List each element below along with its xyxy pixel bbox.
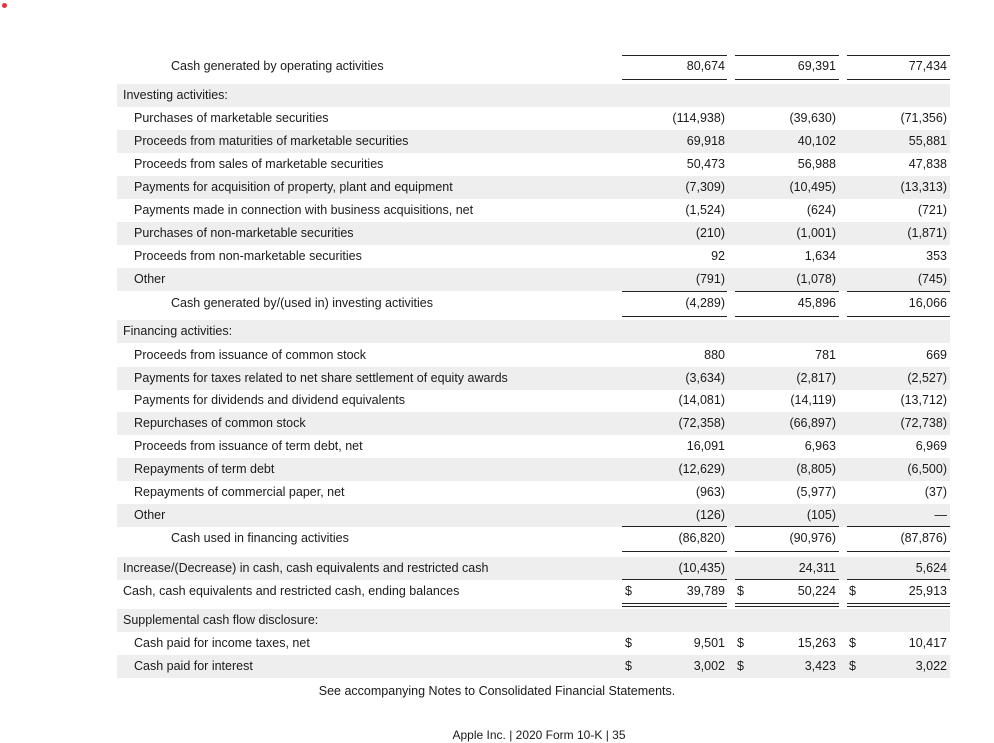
- rule-line: [622, 579, 727, 580]
- rule-line: [847, 316, 950, 317]
- value-cell-col2: (1,001): [796, 226, 836, 240]
- table-row: [117, 268, 950, 291]
- value-cell-col3: (2,527): [907, 371, 947, 385]
- table-row: [117, 222, 950, 245]
- value-cell-col2: (10,495): [789, 180, 836, 194]
- value-cell-col2: 69,391: [797, 59, 836, 73]
- value-cell-col3: 16,066: [908, 296, 947, 310]
- dollar-sign: $: [625, 659, 632, 673]
- value-cell-col2: 15,263: [797, 636, 836, 650]
- value-cell-col1: (114,938): [672, 111, 725, 125]
- row-label-repayments-of-term-debt: Repayments of term debt: [134, 462, 275, 476]
- rule-line: [735, 291, 839, 292]
- value-cell-col2: (624): [806, 203, 836, 217]
- value-cell-col3: (87,876): [900, 531, 947, 545]
- table-row: [117, 609, 950, 632]
- value-cell-col3: (37): [924, 485, 947, 499]
- row-label-investing-activities: Investing activities:: [123, 88, 228, 102]
- row-label-increase-decrease-in-cash-cash-equivalents-and-restricted-cash: Increase/(Decrease) in cash, cash equivalents and restricted cash: [123, 561, 489, 575]
- table-row: [117, 199, 950, 222]
- rule-line: [735, 603, 839, 604]
- value-cell-col3: (745): [917, 272, 947, 286]
- rule-line: [735, 551, 839, 552]
- row-label-cash-cash-equivalents-and-restricted-cash-ending-balances: Cash, cash equivalents and restricted cash, ending balances: [123, 584, 460, 598]
- value-cell-col3: (13,313): [900, 180, 947, 194]
- value-cell-col1: 16,091: [686, 439, 725, 453]
- rule-line: [847, 526, 950, 527]
- value-cell-col2: 45,896: [797, 296, 836, 310]
- value-cell-col1: (126): [695, 508, 725, 522]
- rule-line: [622, 603, 727, 604]
- rule-line: [847, 55, 950, 56]
- value-cell-col3: (72,738): [900, 416, 947, 430]
- table-row: [117, 655, 950, 678]
- dollar-sign: $: [625, 636, 632, 650]
- rule-line: [622, 79, 727, 80]
- row-label-purchases-of-non-marketable-securities: Purchases of non-marketable securities: [134, 226, 354, 240]
- dollar-sign: $: [849, 636, 856, 650]
- row-label-proceeds-from-issuance-of-common-stock: Proceeds from issuance of common stock: [134, 348, 367, 362]
- row-label-payments-for-taxes-related-to-net-share-settlement-of-equity-awards: Payments for taxes related to net share settlement of equity awards: [134, 371, 508, 385]
- value-cell-col2: 781: [815, 348, 836, 362]
- rule-line: [847, 606, 950, 607]
- dollar-sign: $: [737, 659, 744, 673]
- table-row: [117, 130, 950, 153]
- value-cell-col3: 3,022: [915, 659, 947, 673]
- rule-line: [622, 55, 727, 56]
- row-label-financing-activities: Financing activities:: [123, 324, 233, 338]
- table-row: [117, 55, 950, 78]
- value-cell-col3: 10,417: [908, 636, 947, 650]
- value-cell-col1: (210): [695, 226, 725, 240]
- rule-line: [847, 579, 950, 580]
- value-cell-col2: (8,805): [796, 462, 836, 476]
- value-cell-col2: (1,078): [796, 272, 836, 286]
- value-cell-col1: (86,820): [678, 531, 725, 545]
- value-cell-col3: (721): [917, 203, 947, 217]
- row-label-payments-for-acquisition-of-property-plant-and-equipment: Payments for acquisition of property, plant and equipment: [134, 180, 453, 194]
- table-row: [117, 580, 950, 603]
- page-footer: Apple Inc. | 2020 Form 10-K | 35: [452, 728, 626, 742]
- value-cell-col3: 5,624: [915, 561, 947, 575]
- table-row: [117, 435, 950, 458]
- value-cell-col1: (1,524): [685, 203, 725, 217]
- value-cell-col3: (71,356): [900, 111, 947, 125]
- value-cell-col3: (13,712): [900, 393, 947, 407]
- table-row: [117, 107, 950, 130]
- row-label-proceeds-from-issuance-of-term-debt-net: Proceeds from issuance of term debt, net: [134, 439, 363, 453]
- red-marker-dot: [2, 3, 7, 8]
- value-cell-col2: (14,119): [790, 393, 836, 407]
- value-cell-col1: 69,918: [686, 134, 725, 148]
- row-label-payments-for-dividends-and-dividend-equivalents: Payments for dividends and dividend equivalents: [134, 393, 406, 407]
- table-row: [117, 458, 950, 481]
- value-cell-col2: 6,963: [804, 439, 836, 453]
- value-cell-col2: 24,311: [798, 561, 836, 575]
- value-cell-col3: 47,838: [908, 157, 947, 171]
- value-cell-col1: 39,789: [686, 584, 725, 598]
- value-cell-col3: (1,871): [907, 226, 947, 240]
- value-cell-col1: (10,435): [678, 561, 725, 575]
- value-cell-col3: 669: [926, 348, 947, 362]
- value-cell-col1: (7,309): [685, 180, 725, 194]
- row-label-repayments-of-commercial-paper-net: Repayments of commercial paper, net: [134, 485, 345, 499]
- row-label-other: Other: [134, 272, 166, 286]
- row-label-cash-paid-for-interest: Cash paid for interest: [134, 659, 253, 673]
- rule-line: [622, 291, 727, 292]
- row-label-payments-made-in-connection-with-business-acquisitions-net: Payments made in connection with business acquisitions, net: [134, 203, 474, 217]
- row-label-supplemental-cash-flow-disclosure: Supplemental cash flow disclosure:: [123, 613, 319, 627]
- value-cell-col2: (90,976): [789, 531, 836, 545]
- value-cell-col3: 77,434: [908, 59, 947, 73]
- value-cell-col2: (66,897): [789, 416, 836, 430]
- value-cell-col1: (14,081): [678, 393, 725, 407]
- value-cell-col3: 353: [926, 249, 947, 263]
- value-cell-col3: 6,969: [915, 439, 947, 453]
- table-row: [117, 412, 950, 435]
- value-cell-col2: 3,423: [804, 659, 836, 673]
- row-label-cash-used-in-financing-activities: Cash used in financing activities: [171, 531, 349, 545]
- value-cell-col1: (3,634): [685, 371, 725, 385]
- value-cell-col2: (5,977): [796, 485, 836, 499]
- value-cell-col2: (39,630): [789, 111, 836, 125]
- rule-line: [622, 606, 727, 607]
- table-row: [117, 367, 950, 390]
- value-cell-col1: (791): [695, 272, 725, 286]
- dollar-sign: $: [737, 636, 744, 650]
- table-row: [117, 557, 950, 580]
- value-cell-col3: 55,881: [908, 134, 947, 148]
- value-cell-col1: (72,358): [678, 416, 725, 430]
- row-label-cash-paid-for-income-taxes-net: Cash paid for income taxes, net: [134, 636, 310, 650]
- row-label-proceeds-from-sales-of-marketable-securities: Proceeds from sales of marketable securities: [134, 157, 384, 171]
- table-row: [117, 527, 950, 550]
- rule-line: [735, 579, 839, 580]
- rule-line: [622, 551, 727, 552]
- rule-line: [735, 606, 839, 607]
- table-row: [117, 292, 950, 315]
- table-row: [117, 84, 950, 107]
- rule-line: [735, 316, 839, 317]
- dollar-sign: $: [737, 584, 744, 598]
- row-label-cash-generated-by-operating-activities: Cash generated by operating activities: [171, 59, 384, 73]
- value-cell-col3: (6,500): [907, 462, 947, 476]
- value-cell-col1: 50,473: [686, 157, 725, 171]
- rule-line: [847, 551, 950, 552]
- value-cell-col2: 56,988: [797, 157, 836, 171]
- table-row: [117, 389, 950, 412]
- rule-line: [847, 291, 950, 292]
- dollar-sign: $: [849, 659, 856, 673]
- table-row: [117, 320, 950, 343]
- value-cell-col1: (4,289): [685, 296, 725, 310]
- rule-line: [622, 526, 727, 527]
- value-cell-col1: 880: [704, 348, 725, 362]
- table-row: [117, 176, 950, 199]
- rule-line: [847, 603, 950, 604]
- row-label-proceeds-from-maturities-of-marketable-securities: Proceeds from maturities of marketable securities: [134, 134, 409, 148]
- table-row: [117, 245, 950, 268]
- dollar-sign: $: [849, 584, 856, 598]
- value-cell-col2: (2,817): [796, 371, 836, 385]
- value-cell-col1: 3,002: [693, 659, 725, 673]
- value-cell-col1: 9,501: [693, 636, 725, 650]
- rule-line: [735, 526, 839, 527]
- value-cell-col1: 80,674: [686, 59, 725, 73]
- value-cell-col3: —: [934, 508, 947, 522]
- notes-reference: See accompanying Notes to Consolidated Financial Statements.: [318, 684, 676, 698]
- row-label-repurchases-of-common-stock: Repurchases of common stock: [134, 416, 306, 430]
- row-label-proceeds-from-non-marketable-securities: Proceeds from non-marketable securities: [134, 249, 362, 263]
- value-cell-col1: 92: [711, 249, 725, 263]
- table-row: [117, 153, 950, 176]
- rule-line: [847, 79, 950, 80]
- value-cell-col1: (963): [695, 485, 725, 499]
- table-row: [117, 632, 950, 655]
- value-cell-col2: 50,224: [797, 584, 836, 598]
- row-label-other: Other: [134, 508, 166, 522]
- value-cell-col2: (105): [806, 508, 836, 522]
- table-row: [117, 481, 950, 504]
- table-row: [117, 344, 950, 367]
- rule-line: [735, 55, 839, 56]
- table-row: [117, 504, 950, 527]
- value-cell-col3: 25,913: [908, 584, 947, 598]
- rule-line: [735, 79, 839, 80]
- row-label-cash-generated-by-used-in-investing-activities: Cash generated by/(used in) investing activities: [171, 296, 433, 310]
- value-cell-col1: (12,629): [678, 462, 725, 476]
- value-cell-col2: 40,102: [797, 134, 836, 148]
- dollar-sign: $: [625, 584, 632, 598]
- value-cell-col2: 1,634: [804, 249, 836, 263]
- row-label-purchases-of-marketable-securities: Purchases of marketable securities: [134, 111, 329, 125]
- rule-line: [622, 316, 727, 317]
